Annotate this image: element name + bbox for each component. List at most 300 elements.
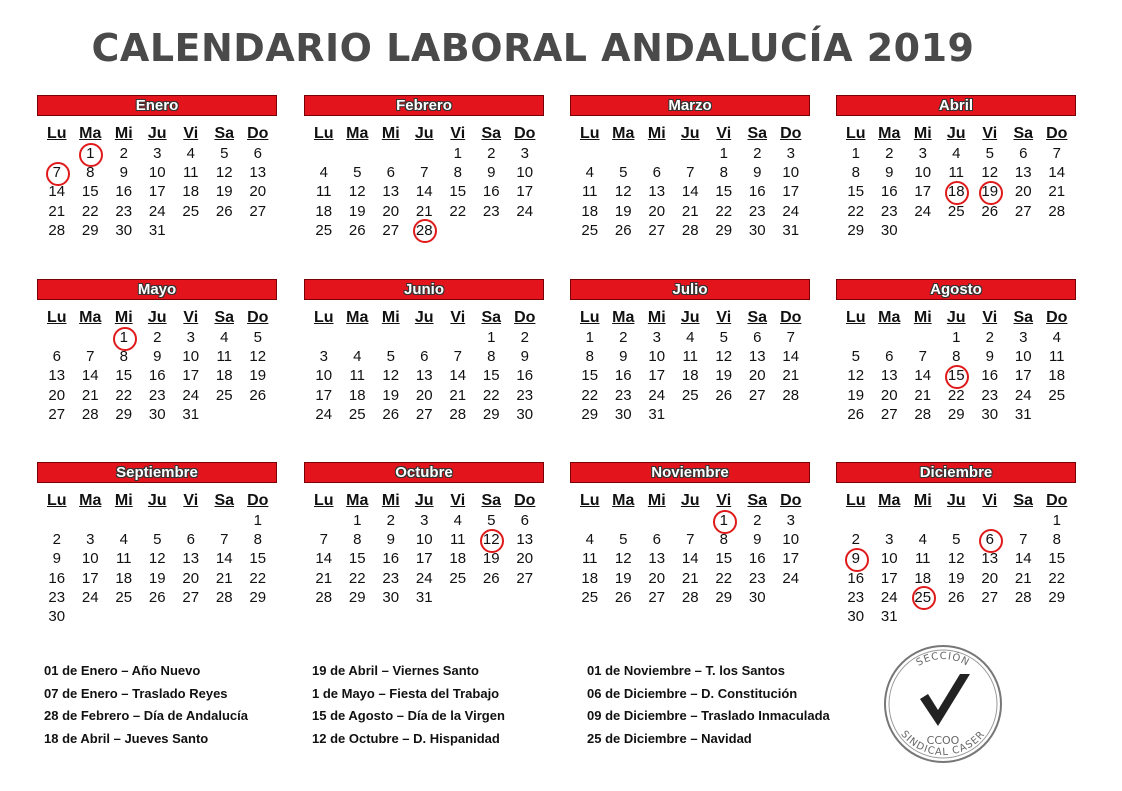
month-6 (304, 279, 544, 424)
day: 12 (614, 550, 632, 568)
weekday-label: Ju (680, 492, 700, 509)
day: 2 (851, 531, 860, 549)
day: 24 (782, 202, 800, 220)
day: 5 (253, 329, 262, 346)
day: 19 (148, 569, 166, 587)
day: 9 (386, 531, 395, 549)
day: 10 (1014, 348, 1032, 366)
weekday-label: Ma (612, 492, 635, 509)
day: 17 (1014, 367, 1032, 385)
day: 28 (215, 588, 233, 606)
empty-day (573, 511, 607, 530)
day: 15 (715, 550, 733, 568)
day: 30 (382, 588, 400, 606)
legend-col-3 (587, 660, 830, 750)
weekday-label: Do (1046, 125, 1068, 142)
empty-day (74, 328, 108, 347)
weekday-label: Ju (414, 309, 434, 326)
weekday-label: Ma (346, 309, 369, 326)
empty-day (640, 144, 674, 163)
day: 29 (1048, 588, 1066, 606)
weekday-label: Lu (46, 492, 67, 509)
day: 31 (148, 221, 166, 239)
month-grid (573, 491, 810, 607)
day: 26 (249, 386, 267, 404)
empty-day (1007, 511, 1041, 530)
day: 23 (614, 386, 632, 404)
day: 17 (182, 367, 200, 385)
day: 9 (52, 550, 61, 568)
month-header: Junio (304, 279, 544, 300)
day: 23 (880, 202, 898, 220)
day: 14 (315, 550, 333, 568)
weekday-label: Sa (1013, 125, 1034, 142)
day: 11 (581, 183, 598, 201)
day: 4 (220, 329, 229, 346)
weekday-label: Lu (579, 125, 600, 142)
day: 3 (885, 531, 894, 549)
weekday-label: Mi (381, 125, 400, 142)
day: 20 (648, 569, 666, 587)
day: 21 (81, 386, 99, 404)
holiday-day: 28 (408, 221, 442, 240)
day: 10 (782, 164, 800, 182)
day: 24 (81, 588, 99, 606)
day: 2 (753, 145, 762, 162)
day: 20 (249, 183, 267, 201)
day: 15 (348, 550, 366, 568)
day: 27 (1014, 202, 1032, 220)
day: 11 (581, 550, 598, 568)
day: 27 (48, 405, 66, 423)
day: 5 (353, 164, 362, 182)
weekday-label: Lu (579, 492, 600, 509)
day: 6 (520, 512, 529, 529)
weekday-label: Lu (46, 309, 67, 326)
day: 6 (52, 348, 61, 366)
weekday-label: Vi (183, 125, 199, 142)
day: 8 (453, 164, 462, 182)
day: 13 (880, 367, 898, 385)
holiday-day: 9 (839, 549, 873, 568)
legend-item: 1 de Mayo – Fiesta del Trabajo (312, 685, 500, 701)
day: 20 (48, 386, 66, 404)
month-1 (37, 95, 277, 240)
month-header: Abril (836, 95, 1076, 116)
month-header: Agosto (836, 279, 1076, 300)
day: 8 (353, 531, 362, 549)
legend-item: 28 de Febrero – Día de Andalucía (44, 708, 248, 723)
day: 22 (847, 202, 865, 220)
day: 8 (952, 348, 961, 366)
day: 28 (1048, 202, 1066, 220)
day: 19 (614, 569, 632, 587)
day: 19 (348, 202, 366, 220)
day: 12 (382, 367, 400, 385)
day: 16 (115, 183, 133, 201)
day: 4 (1052, 329, 1061, 346)
day: 11 (948, 164, 965, 182)
day: 8 (585, 348, 594, 366)
weekday-label: Sa (481, 492, 502, 509)
day: 30 (880, 221, 898, 239)
weekday-label: Lu (845, 309, 866, 326)
day: 30 (847, 607, 865, 625)
day: 11 (1048, 348, 1065, 366)
day: 16 (516, 367, 534, 385)
day: 18 (348, 386, 366, 404)
weekday-label: Do (514, 125, 536, 142)
empty-day (341, 328, 375, 347)
day: 7 (453, 348, 462, 366)
month-grid (839, 491, 1076, 626)
day: 4 (585, 531, 594, 549)
holiday-day: 25 (906, 588, 940, 607)
day: 15 (482, 367, 500, 385)
day: 28 (782, 386, 800, 404)
month-grid (40, 491, 277, 626)
day: 24 (516, 202, 534, 220)
day: 8 (719, 531, 728, 549)
day: 5 (220, 145, 229, 162)
weekday-label: Ma (346, 125, 369, 142)
day: 10 (81, 550, 99, 568)
day: 9 (753, 531, 762, 549)
day: 30 (516, 405, 534, 423)
weekday-label: Lu (313, 309, 334, 326)
day: 3 (86, 531, 95, 549)
page-title: CALENDARIO LABORAL ANDALUCÍA 2019 (91, 26, 975, 70)
weekday-label: Mi (381, 492, 400, 509)
day: 7 (686, 531, 695, 549)
weekday-label: Ju (414, 125, 434, 142)
day: 10 (880, 550, 898, 568)
day: 31 (182, 405, 200, 423)
day: 26 (847, 405, 865, 423)
day: 9 (520, 348, 529, 366)
day: 30 (748, 588, 766, 606)
day: 16 (614, 367, 632, 385)
day: 3 (652, 329, 661, 346)
day: 25 (581, 588, 599, 606)
day: 6 (652, 531, 661, 549)
day: 4 (952, 145, 961, 162)
day: 12 (947, 550, 965, 568)
weekday-label: Ju (946, 125, 966, 142)
day: 10 (516, 164, 534, 182)
day: 3 (1019, 329, 1028, 346)
day: 29 (81, 221, 99, 239)
day: 18 (315, 202, 333, 220)
stamp-top-text: SECCIÓN (914, 650, 972, 669)
day: 12 (715, 348, 733, 366)
day: 7 (786, 329, 795, 346)
weekday-label: Ju (680, 125, 700, 142)
day: 21 (681, 202, 699, 220)
day: 1 (487, 329, 496, 346)
empty-day (208, 511, 242, 530)
day: 15 (715, 183, 733, 201)
weekday-label: Sa (214, 309, 235, 326)
weekday-label: Mi (647, 492, 666, 509)
day: 4 (319, 164, 328, 182)
day: 16 (482, 183, 500, 201)
day: 22 (581, 386, 599, 404)
day: 21 (681, 569, 699, 587)
day: 24 (914, 202, 932, 220)
day: 21 (782, 367, 800, 385)
day: 10 (315, 367, 333, 385)
day: 24 (880, 588, 898, 606)
weekday-label: Mi (114, 492, 133, 509)
holiday-day: 1 (707, 511, 741, 530)
day: 15 (1048, 550, 1066, 568)
empty-day (74, 511, 108, 530)
day: 8 (119, 348, 128, 366)
day: 9 (619, 348, 628, 366)
day: 8 (1052, 531, 1061, 549)
holiday-day: 12 (475, 530, 509, 549)
day: 11 (315, 183, 332, 201)
day: 5 (386, 348, 395, 366)
day: 13 (415, 367, 433, 385)
legend-item: 12 de Octubre – D. Hispanidad (312, 730, 500, 746)
day: 4 (585, 164, 594, 182)
month-header: Octubre (304, 462, 544, 483)
day: 23 (516, 386, 534, 404)
month-4 (836, 95, 1076, 240)
empty-day (607, 511, 641, 530)
day: 3 (319, 348, 328, 366)
day: 25 (947, 202, 965, 220)
month-grid (40, 308, 277, 424)
day: 14 (449, 367, 467, 385)
weekday-label: Lu (845, 492, 866, 509)
day: 17 (914, 183, 932, 201)
weekday-label: Do (514, 309, 536, 326)
month-grid (573, 124, 810, 240)
empty-day (441, 328, 475, 347)
weekday-label: Vi (450, 309, 466, 326)
day: 21 (449, 386, 467, 404)
empty-day (307, 511, 341, 530)
month-2 (304, 95, 544, 240)
day: 4 (686, 329, 695, 346)
day: 28 (81, 405, 99, 423)
day: 8 (86, 164, 95, 182)
empty-day (40, 144, 74, 163)
day: 13 (648, 183, 666, 201)
empty-day (40, 511, 74, 530)
weekday-label: Ju (946, 492, 966, 509)
day: 29 (249, 588, 267, 606)
month-grid (839, 308, 1076, 424)
day: 20 (382, 202, 400, 220)
day: 28 (681, 588, 699, 606)
day: 26 (382, 405, 400, 423)
day: 16 (48, 569, 66, 587)
day: 18 (581, 569, 599, 587)
day: 13 (1014, 164, 1032, 182)
weekday-label: Lu (46, 125, 67, 142)
holiday-day: 15 (940, 366, 974, 385)
day: 19 (947, 569, 965, 587)
day: 5 (952, 531, 961, 549)
stamp-bottom-text: SINDICAL CASER (898, 728, 988, 759)
weekday-label: Vi (982, 309, 998, 326)
day: 24 (148, 202, 166, 220)
month-grid (40, 124, 277, 240)
empty-day (307, 144, 341, 163)
legend-item: 06 de Diciembre – D. Constitución (587, 685, 798, 701)
day: 26 (148, 588, 166, 606)
day: 19 (614, 202, 632, 220)
day: 9 (487, 164, 496, 182)
empty-day (839, 511, 873, 530)
day: 18 (914, 569, 932, 587)
day: 17 (148, 183, 166, 201)
day: 22 (947, 386, 965, 404)
day: 1 (453, 145, 462, 162)
day: 30 (148, 405, 166, 423)
day: 16 (748, 183, 766, 201)
day: 13 (182, 550, 200, 568)
day: 13 (748, 348, 766, 366)
day: 29 (482, 405, 500, 423)
day: 23 (148, 386, 166, 404)
empty-day (141, 511, 175, 530)
weekday-label: Ju (414, 492, 434, 509)
day: 21 (1014, 569, 1032, 587)
day: 3 (153, 145, 162, 162)
day: 26 (715, 386, 733, 404)
day: 19 (715, 367, 733, 385)
day: 27 (415, 405, 433, 423)
empty-day (408, 144, 442, 163)
empty-day (940, 511, 974, 530)
empty-day (374, 144, 408, 163)
empty-day (607, 144, 641, 163)
day: 20 (648, 202, 666, 220)
day: 19 (215, 183, 233, 201)
weekday-label: Do (780, 492, 802, 509)
day: 26 (614, 221, 632, 239)
day: 7 (86, 348, 95, 366)
day: 26 (981, 202, 999, 220)
day: 22 (715, 569, 733, 587)
month-header: Diciembre (836, 462, 1076, 483)
day: 9 (119, 164, 128, 182)
month-header: Febrero (304, 95, 544, 116)
day: 23 (482, 202, 500, 220)
day: 22 (715, 202, 733, 220)
weekday-label: Do (247, 309, 269, 326)
day: 5 (619, 164, 628, 182)
day: 24 (315, 405, 333, 423)
day: 23 (748, 202, 766, 220)
weekday-label: Sa (214, 492, 235, 509)
day: 22 (81, 202, 99, 220)
ccoo-stamp-logo (850, 644, 1036, 764)
day: 23 (748, 569, 766, 587)
day: 12 (981, 164, 999, 182)
day: 16 (981, 367, 999, 385)
day: 19 (249, 367, 267, 385)
day: 31 (880, 607, 898, 625)
day: 29 (115, 405, 133, 423)
weekday-label: Vi (716, 125, 732, 142)
day: 25 (681, 386, 699, 404)
day: 13 (981, 550, 999, 568)
weekday-label: Mi (381, 309, 400, 326)
day: 10 (415, 531, 433, 549)
weekday-label: Ma (878, 125, 901, 142)
day: 10 (648, 348, 666, 366)
day: 31 (648, 405, 666, 423)
month-header: Marzo (570, 95, 810, 116)
day: 9 (885, 164, 894, 182)
month-header: Julio (570, 279, 810, 300)
weekday-label: Ma (878, 309, 901, 326)
month-header: Mayo (37, 279, 277, 300)
day: 20 (182, 569, 200, 587)
day: 24 (782, 569, 800, 587)
day: 15 (81, 183, 99, 201)
day: 6 (420, 348, 429, 366)
day: 2 (885, 145, 894, 162)
empty-day (973, 511, 1007, 530)
weekday-label: Do (1046, 492, 1068, 509)
day: 24 (415, 569, 433, 587)
day: 8 (253, 531, 262, 549)
day: 25 (115, 588, 133, 606)
day: 25 (315, 221, 333, 239)
day: 26 (614, 588, 632, 606)
day: 18 (449, 550, 467, 568)
weekday-label: Mi (913, 125, 932, 142)
day: 3 (420, 512, 429, 529)
day: 14 (48, 183, 66, 201)
day: 26 (348, 221, 366, 239)
day: 7 (319, 531, 328, 549)
day: 7 (1019, 531, 1028, 549)
day: 18 (581, 202, 599, 220)
day: 7 (420, 164, 429, 182)
day: 14 (681, 183, 699, 201)
day: 16 (880, 183, 898, 201)
empty-day (906, 511, 940, 530)
day: 11 (914, 550, 931, 568)
day: 15 (115, 367, 133, 385)
day: 6 (386, 164, 395, 182)
day: 22 (482, 386, 500, 404)
month-grid (307, 308, 544, 424)
day: 1 (353, 512, 362, 529)
day: 2 (52, 531, 61, 549)
weekday-label: Ju (147, 492, 167, 509)
day: 1 (851, 145, 860, 162)
day: 17 (782, 550, 800, 568)
day: 11 (182, 164, 199, 182)
holiday-day: 19 (973, 182, 1007, 201)
empty-day (341, 144, 375, 163)
day: 28 (681, 221, 699, 239)
weekday-label: Mi (913, 309, 932, 326)
weekday-label: Vi (450, 492, 466, 509)
day: 19 (382, 386, 400, 404)
legend-item: 01 de Noviembre – T. los Santos (587, 663, 785, 678)
day: 14 (415, 183, 433, 201)
